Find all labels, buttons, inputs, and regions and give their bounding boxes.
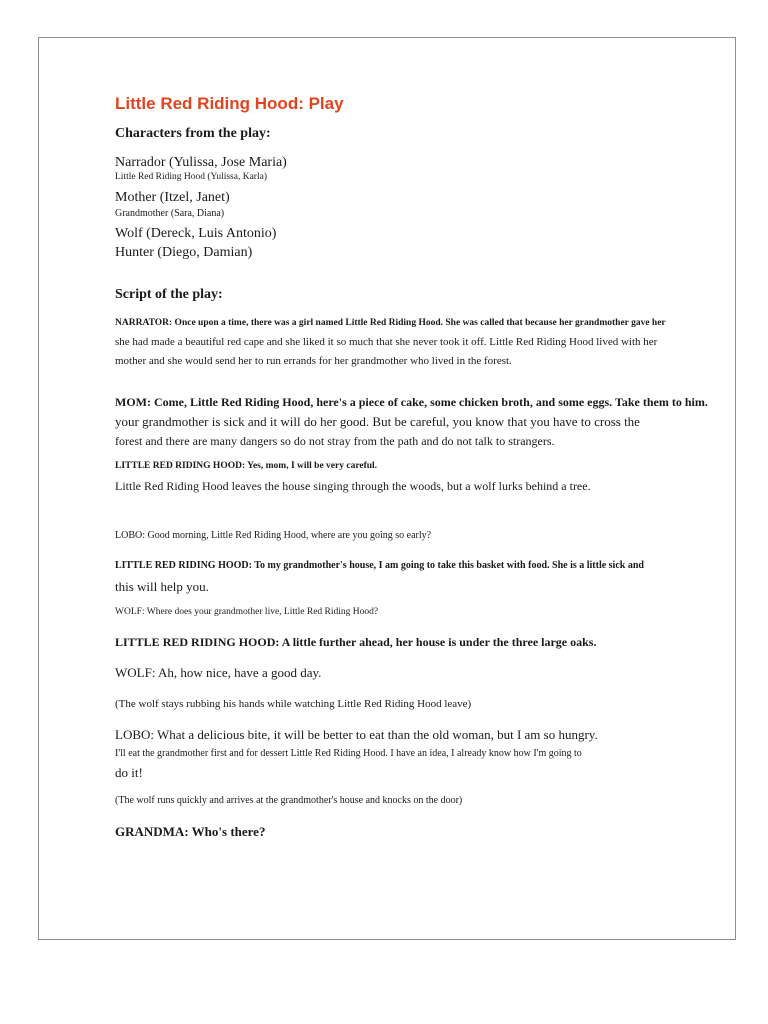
- script-paragraph-red-answer-cont: [115, 577, 715, 597]
- character-narrator: Narrador (Yulissa, Jose Maria): [115, 155, 287, 170]
- script-line: this will help you.: [115, 579, 209, 594]
- script-line: forest and there are many dangers so do not stray from the path and do not talk to strangers.: [115, 434, 555, 448]
- script-line: I'll eat the grandmother first and for dessert Little Red Riding Hood. I have an idea, I already know how I'm going to: [115, 748, 582, 759]
- script-paragraph-red-reply: [115, 457, 715, 476]
- script-line: your grandmother is sick and it will do her good. But be careful, you know that you have to cross the: [115, 414, 640, 429]
- characters-heading: Characters from the play:: [115, 126, 271, 141]
- script-line: Little Red Riding Hood leaves the house singing through the woods, but a wolf lurks behind a tree.: [115, 479, 591, 493]
- script-paragraph-wolf-question: [115, 603, 715, 622]
- script-heading: Script of the play:: [115, 287, 223, 302]
- script-line: mother and she would send her to run errands for her grandmother who lived in the forest.: [115, 355, 512, 367]
- script-paragraph-wolf-farewell: [115, 663, 715, 683]
- script-paragraph-mom: [115, 393, 715, 451]
- script-paragraph-red-answer: [115, 556, 715, 575]
- script-paragraph-red-directions: [115, 633, 715, 652]
- script-line: WOLF: Ah, how nice, have a good day.: [115, 665, 322, 680]
- script-line: do it!: [115, 765, 143, 780]
- script-line: LOBO: What a delicious bite, it will be better to eat than the old woman, but I am so hungry.: [115, 727, 598, 742]
- script-paragraph-grandma: [115, 822, 715, 842]
- character-list: [115, 153, 715, 262]
- character-mother: Mother (Itzel, Janet): [115, 190, 230, 205]
- document-title: Little Red Riding Hood: Play: [115, 94, 344, 113]
- script-line: (The wolf runs quickly and arrives at the grandmother's house and knocks on the door): [115, 795, 463, 806]
- script-paragraph-stage-direction: [115, 477, 715, 496]
- script-line: (The wolf stays rubbing his hands while watching Little Red Riding Hood leave): [115, 698, 472, 710]
- script-line: LITTLE RED RIDING HOOD: A little further ahead, her house is under the three large oaks.: [115, 635, 597, 649]
- script-paragraph-narrator: [115, 314, 715, 371]
- script-paragraph-lobo-plan: [115, 725, 715, 783]
- script-line: WOLF: Where does your grandmother live, Little Red Riding Hood?: [115, 607, 379, 617]
- document-content: [115, 94, 715, 842]
- character-grandmother: Grandmother (Sara, Diana): [115, 208, 225, 219]
- character-hunter: Hunter (Diego, Damian): [115, 245, 253, 260]
- script-line: GRANDMA: Who's there?: [115, 824, 266, 839]
- script-paragraph-lobo-greeting: [115, 526, 715, 545]
- character-red-riding-hood: Little Red Riding Hood (Yulissa, Karla): [115, 172, 267, 182]
- script-line: MOM: Come, Little Red Riding Hood, here's a piece of cake, some chicken broth, and some eggs. Take them to him.: [115, 395, 708, 409]
- script-body: [115, 314, 715, 842]
- script-line: LITTLE RED RIDING HOOD: To my grandmother's house, I am going to take this basket with food. She is a little sick and: [115, 560, 644, 571]
- script-line: she had made a beautiful red cape and she liked it so much that she never took it off. Little Red Riding Hood lived with her: [115, 336, 658, 348]
- script-line: LOBO: Good morning, Little Red Riding Hood, where are you going so early?: [115, 530, 432, 541]
- script-line: NARRATOR: Once upon a time, there was a girl named Little Red Riding Hood. She was called that because her grandmother gave her: [115, 318, 666, 328]
- document-page: [38, 37, 736, 940]
- script-paragraph-wolf-runs: [115, 791, 715, 810]
- character-wolf: Wolf (Dereck, Luis Antonio): [115, 226, 277, 241]
- script-line: LITTLE RED RIDING HOOD: Yes, mom, I will be very careful.: [115, 461, 378, 471]
- script-paragraph-wolf-action: [115, 694, 715, 715]
